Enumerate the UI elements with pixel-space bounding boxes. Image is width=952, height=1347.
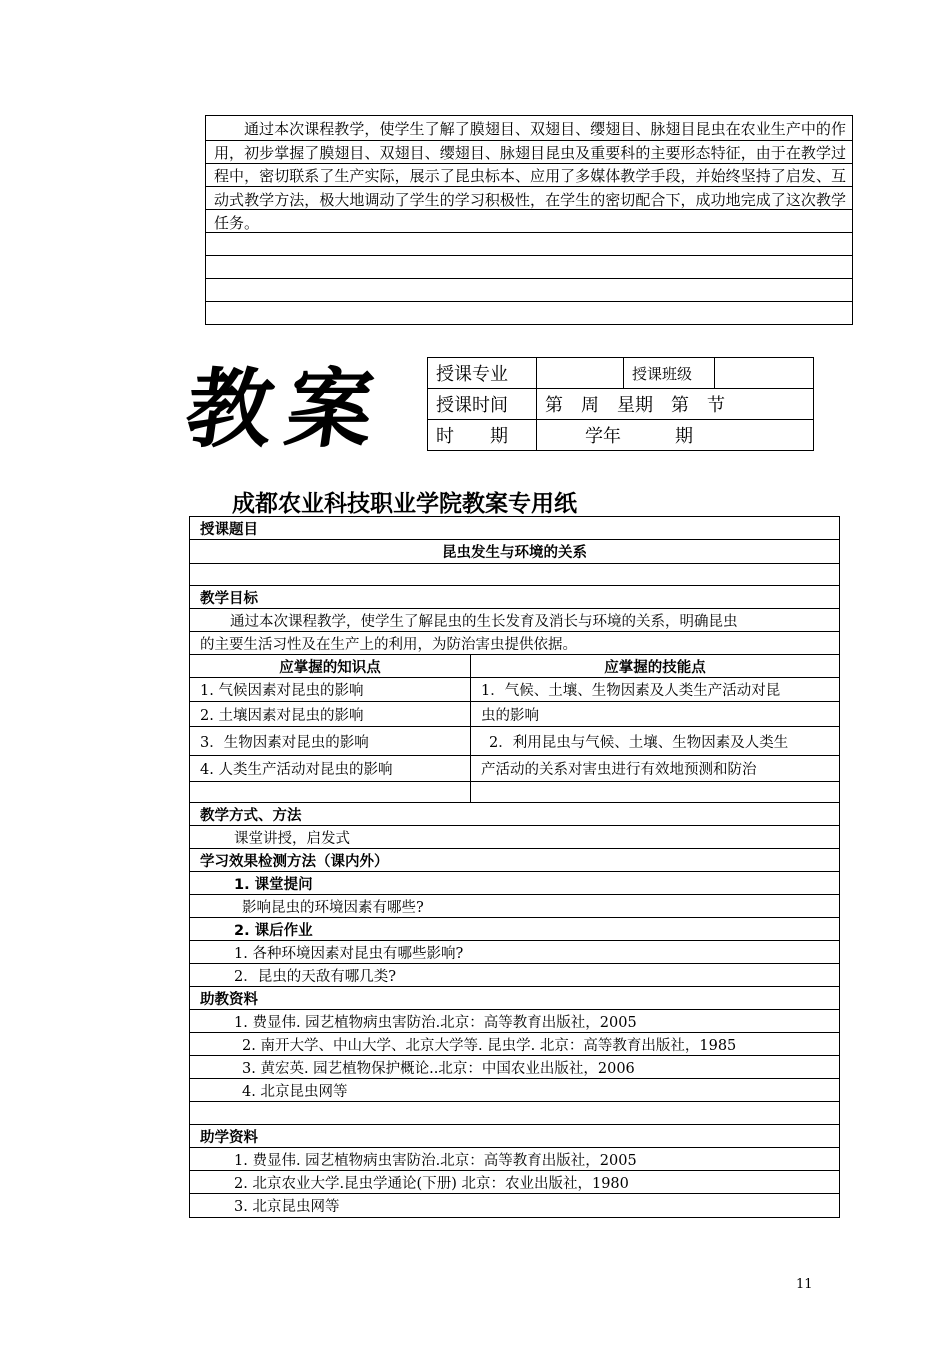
ruled-line bbox=[206, 278, 852, 279]
knowledge-item: 3．生物因素对昆虫的影响 bbox=[190, 727, 471, 755]
check-1-title: 1. 课堂提问 bbox=[190, 872, 839, 895]
topic-title: 昆虫发生与环境的关系 bbox=[190, 540, 839, 564]
skill-item: 1．气候、土壤、生物因素及人类生产活动对昆 bbox=[481, 683, 781, 699]
ruled-line bbox=[206, 163, 852, 164]
lesson-table bbox=[189, 516, 840, 1218]
info-table bbox=[427, 357, 814, 451]
ruled-line bbox=[206, 186, 852, 187]
learn-ref-item: 1. 费显伟. 园艺植物病虫害防治.北京：高等教育出版社，2005 bbox=[190, 1148, 839, 1171]
teach-ref-item: 2. 南开大学、中山大学、北京大学等. 昆虫学. 北京：高等教育出版社，1985 bbox=[190, 1033, 839, 1056]
check-1-text: 影响昆虫的环境因素有哪些? bbox=[190, 895, 839, 918]
big-title: 教案 bbox=[179, 359, 395, 460]
empty-row bbox=[190, 1102, 839, 1125]
summary-box bbox=[205, 115, 853, 325]
knowledge-item: 2. 土壤因素对昆虫的影响 bbox=[190, 702, 471, 726]
teach-ref-item: 1. 费显伟. 园艺植物病虫害防治.北京：高等教育出版社，2005 bbox=[190, 1010, 839, 1033]
method-label: 教学方式、方法 bbox=[190, 803, 839, 826]
check-2-item: 2．昆虫的天敌有哪几类? bbox=[190, 964, 839, 987]
knowledge-item: 4. 人类生产活动对昆虫的影响 bbox=[190, 756, 471, 781]
knowledge-item: 1. 气候因素对昆虫的影响 bbox=[190, 678, 471, 701]
ruled-line bbox=[206, 232, 852, 233]
empty-row bbox=[190, 564, 839, 586]
skill-item: 2．利用昆虫与气候、土壤、生物因素及人类生 bbox=[489, 734, 789, 751]
points-row bbox=[190, 727, 839, 756]
period-value: 学年 期 bbox=[537, 420, 814, 451]
learn-ref-item: 2. 北京农业大学.昆虫学通论(下册) 北京：农业出版社，1980 bbox=[190, 1171, 839, 1194]
skill-item bbox=[471, 782, 839, 802]
skill-item: 虫的影响 bbox=[481, 707, 539, 724]
major-value bbox=[537, 358, 624, 389]
points-row bbox=[190, 702, 839, 727]
knowledge-item bbox=[190, 782, 471, 802]
check-label: 学习效果检测方法（课内外） bbox=[190, 849, 839, 872]
teach-ref-label: 助教资料 bbox=[190, 987, 839, 1010]
goal-line-1: 通过本次课程教学，使学生了解昆虫的生长发育及消长与环境的关系，明确昆虫 bbox=[190, 609, 839, 632]
topic-label: 授课题目 bbox=[190, 517, 839, 540]
ruled-line bbox=[206, 140, 852, 141]
skill-header: 应掌握的技能点 bbox=[604, 659, 706, 676]
period-label: 时 期 bbox=[428, 420, 537, 451]
ruled-line bbox=[206, 255, 852, 256]
ruled-line bbox=[206, 301, 852, 302]
method-text: 课堂讲授，启发式 bbox=[190, 826, 839, 849]
school-title: 成都农业科技职业学院教案专用纸 bbox=[232, 491, 577, 517]
summary-text: 通过本次课程教学，使学生了解了膜翅目、双翅目、缨翅目、脉翅目昆虫在农业生产中的作用，初步掌握了膜翅目、双翅目、缨翅目、脉翅目昆虫及重要科的主要形态特征，由于在教学过程中，密切联系了生产实际，展示了昆虫标本、应用了多媒体教学手段，并始终坚持了启发、互动式教学方法，极大地调动了学生的学习积极性，在学生的密切配合下，成功地完成了这次教学任务。 bbox=[214, 120, 846, 232]
goal-label: 教学目标 bbox=[190, 586, 839, 609]
learn-ref-label: 助学资料 bbox=[190, 1125, 839, 1148]
knowledge-header: 应掌握的知识点 bbox=[190, 655, 471, 677]
teach-ref-item: 4. 北京昆虫网等 bbox=[190, 1079, 839, 1102]
points-header-row bbox=[190, 655, 839, 678]
check-2-title: 2. 课后作业 bbox=[190, 918, 839, 941]
class-label: 授课班级 bbox=[624, 358, 715, 389]
time-label: 授课时间 bbox=[428, 389, 537, 420]
page-number: 11 bbox=[796, 1277, 813, 1292]
goal-line-2: 的主要生活习性及在生产上的利用，为防治害虫提供依据。 bbox=[190, 632, 839, 655]
points-row-empty bbox=[190, 782, 839, 803]
check-2-item: 1. 各种环境因素对昆虫有哪些影响? bbox=[190, 941, 839, 964]
learn-ref-item: 3. 北京昆虫网等 bbox=[234, 1199, 340, 1215]
class-value bbox=[715, 358, 814, 389]
points-row bbox=[190, 756, 839, 782]
time-value: 第 周 星期 第 节 bbox=[537, 389, 814, 420]
points-row bbox=[190, 678, 839, 702]
major-label: 授课专业 bbox=[428, 358, 537, 389]
skill-item: 产活动的关系对害虫进行有效地预测和防治 bbox=[481, 762, 757, 778]
ruled-line bbox=[206, 209, 852, 210]
teach-ref-item: 3. 黄宏英. 园艺植物保护概论..北京：中国农业出版社，2006 bbox=[190, 1056, 839, 1079]
